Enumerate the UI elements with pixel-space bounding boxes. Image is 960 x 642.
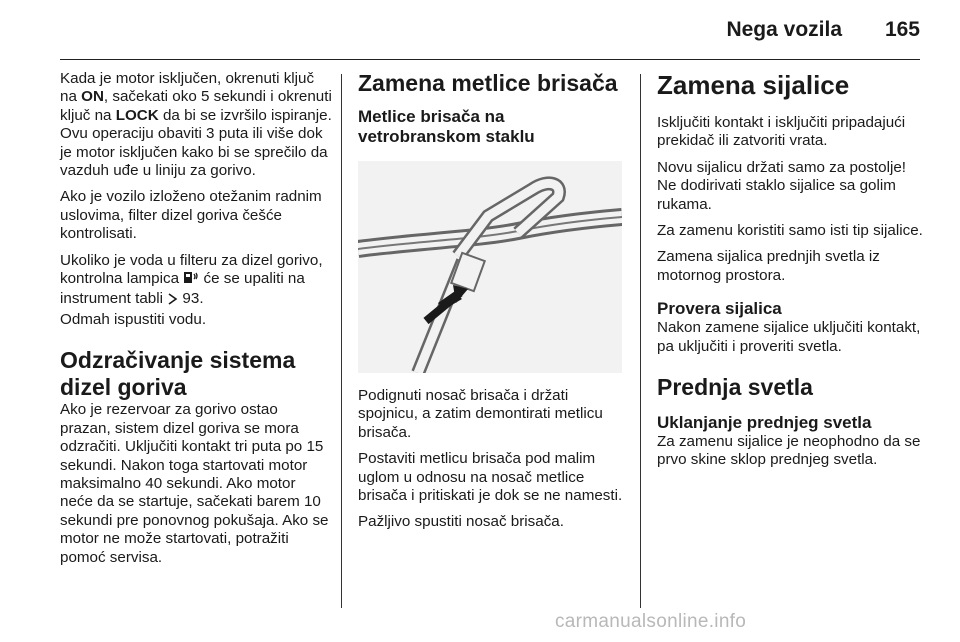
- paragraph: Nakon zamene sijalice uključiti kontakt, pa uključiti i proveriti svetla.: [657, 319, 921, 355]
- column-divider: [640, 74, 641, 608]
- key-position-on: ON: [81, 88, 104, 106]
- page-number: 165: [884, 18, 920, 41]
- column-middle: [358, 70, 628, 540]
- paragraph: Podignuti nosač brisača i držati spojnicu, a zatim demontirati metlicu brisača.: [358, 387, 603, 441]
- subsection-heading: Provera sijalica: [657, 299, 782, 319]
- column-divider: [341, 74, 342, 608]
- header-rule: [60, 59, 920, 60]
- subsection-heading: Metlice brisača na vetrobranskom staklu: [358, 107, 535, 146]
- column-right: [657, 70, 927, 478]
- text: , sačekati oko 5 sekundi i okrenuti ključ na: [60, 88, 332, 124]
- header-title: Nega vozila: [726, 18, 842, 41]
- text: Kada je motor isključen, okrenuti ključ na: [60, 70, 315, 106]
- paragraph: Pažljivo spustiti nosač brisača.: [358, 513, 564, 531]
- paragraph: [60, 70, 332, 180]
- paragraph: Za zamenu sijalice je neophodno da se prvo skine sklop prednjeg svetla.: [657, 433, 921, 469]
- paragraph: [60, 252, 332, 311]
- section-heading: Prednja svetla: [657, 374, 813, 401]
- paragraph: Zamena sijalica prednjih svetla iz motornog prostora.: [657, 248, 880, 284]
- paragraph: Isključiti kontakt i isključiti pripadajući prekidač ili zatvoriti vrata.: [657, 114, 906, 150]
- section-heading: Odzračivanje sistema dizel goriva: [60, 347, 296, 401]
- section-heading: Zamena metlice brisača: [358, 70, 618, 96]
- page-header: [0, 0, 960, 60]
- paragraph: Postaviti metlicu brisača pod malim uglom u odnosu na nosač metlice brisača i pritiskati je dok se ne namesti.: [358, 450, 623, 505]
- paragraph: Novu sijalicu držati samo za postolje! Ne dodirivati staklo sijalice sa golim rukama.: [657, 158, 907, 213]
- text: da bi se izvršilo ispiranje. Ovu operaciju obaviti 3 puta ili više dok je motor isključen kako bi se sprečilo da vazduh uđe u liniju za gorivo.: [60, 106, 332, 180]
- paragraph: Ako je rezervoar za gorivo ostao prazan, sistem dizel goriva se mora odzračiti. Uključiti kontakt tri puta po 15 sekundi. Nakon toga startovati motor maksimalno 40 sekundi. Ako motor neće da se startuje, sačekati barem 10 sekundi pre ponovnog pokušaja. Ako se motor ne može startovati, potražiti pomoć servisa.: [60, 401, 329, 566]
- paragraph: Odmah ispustiti vodu.: [60, 310, 207, 328]
- key-position-lock: LOCK: [115, 106, 159, 124]
- subsection-heading: Uklanjanje prednjeg svetla: [657, 413, 872, 433]
- wiper-blade-illustration: [358, 161, 622, 373]
- water-in-fuel-icon: [183, 270, 199, 290]
- page-reference[interactable]: 93.: [178, 290, 204, 308]
- text: će se upaliti na instrument tabli: [60, 270, 305, 308]
- paragraph: Ako je vozilo izloženo otežanim radnim uslovima, filter dizel goriva češće kontrolisati.: [60, 188, 322, 243]
- text: Ukoliko je voda u filteru za dizel gorivo, kontrolna lampica: [60, 251, 323, 288]
- page-reference-icon: [167, 292, 178, 310]
- watermark: carmanualsonline.info: [555, 611, 747, 632]
- section-heading: Zamena sijalice: [657, 70, 850, 100]
- column-left: [60, 70, 332, 575]
- paragraph: Za zamenu koristiti samo isti tip sijalice.: [657, 222, 923, 240]
